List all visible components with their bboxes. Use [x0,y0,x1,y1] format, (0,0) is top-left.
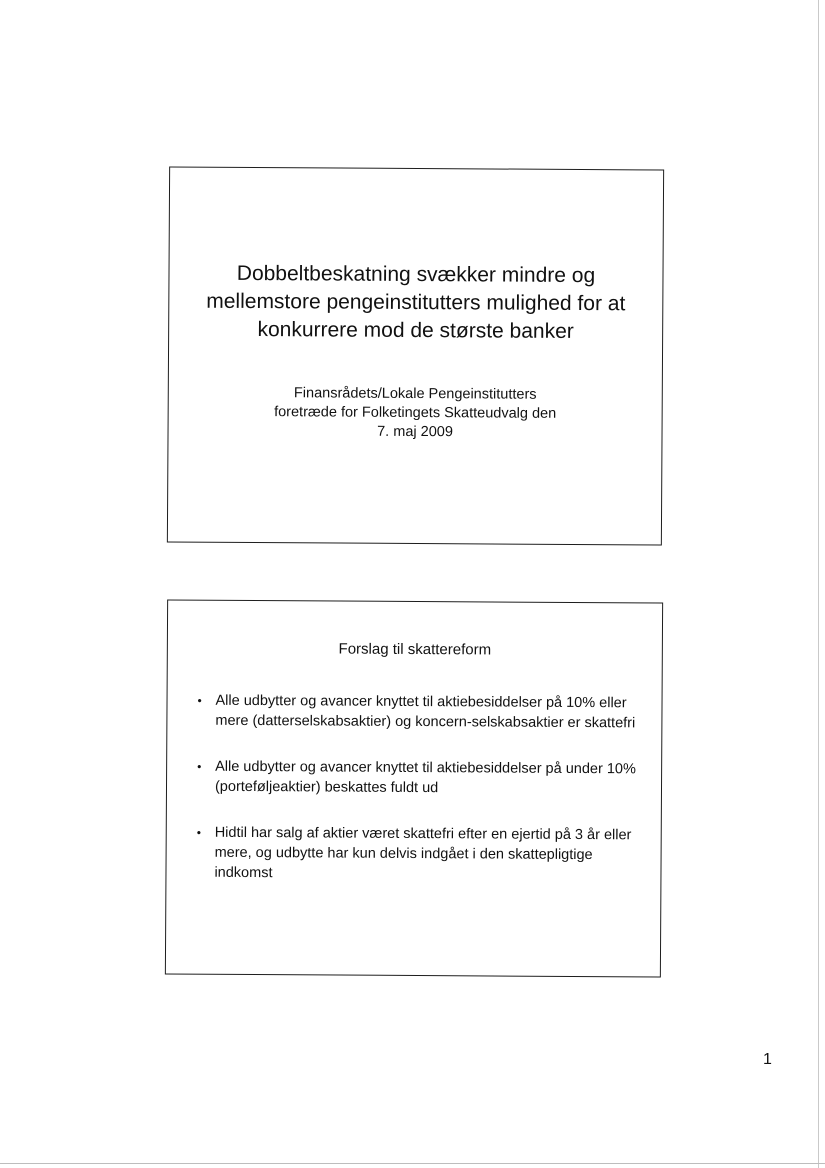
subtitle-line-3: 7. maj 2009 [377,423,453,441]
slide-1 [167,166,664,545]
slide-2 [165,599,663,977]
subtitle-line-1: Finansrådets/Lokale Pengeinstitutters [293,385,537,403]
bullet-text-2: Alle udbytter og avancer knyttet til aktiebesiddelser på under 10% (porteføljeaktier) beskattes fuldt ud [214,758,636,797]
page-edge-right [818,0,819,1168]
bullet-item-1 [197,691,639,734]
page-edge-bottom [0,1163,825,1164]
page-number: 1 [763,1051,772,1068]
bullet-dot-icon: • [196,825,201,840]
slide-1-title: Dobbeltbeskatning svækker mindre og mellemstore pengeinstitutters mulighed for at konkurrere mod de største banker [206,261,626,343]
bullet-text-1: Alle udbytter og avancer knyttet til aktiebesiddelser på 10% eller mere (datterselskabsaktier) og koncern-selskabsaktier er skattefri [215,692,636,732]
bullet-item-2 [197,757,639,800]
bullet-dot-icon: • [197,693,202,708]
slide-2-heading: Forslag til skattereform [338,640,492,659]
bullet-dot-icon: • [197,759,202,774]
subtitle-line-2: foretræde for Folketingets Skatteudvalg den [274,404,557,422]
bullet-item-3 [196,823,638,886]
bullet-text-3: Hidtil har salg af aktier været skattefri efter en ejertid på 3 år eller mere, og udbytte har kun delvis indgået i den skattepligtige indkomst [214,824,632,882]
slide-1-subtitle [208,384,621,444]
bullet-list [196,691,639,912]
